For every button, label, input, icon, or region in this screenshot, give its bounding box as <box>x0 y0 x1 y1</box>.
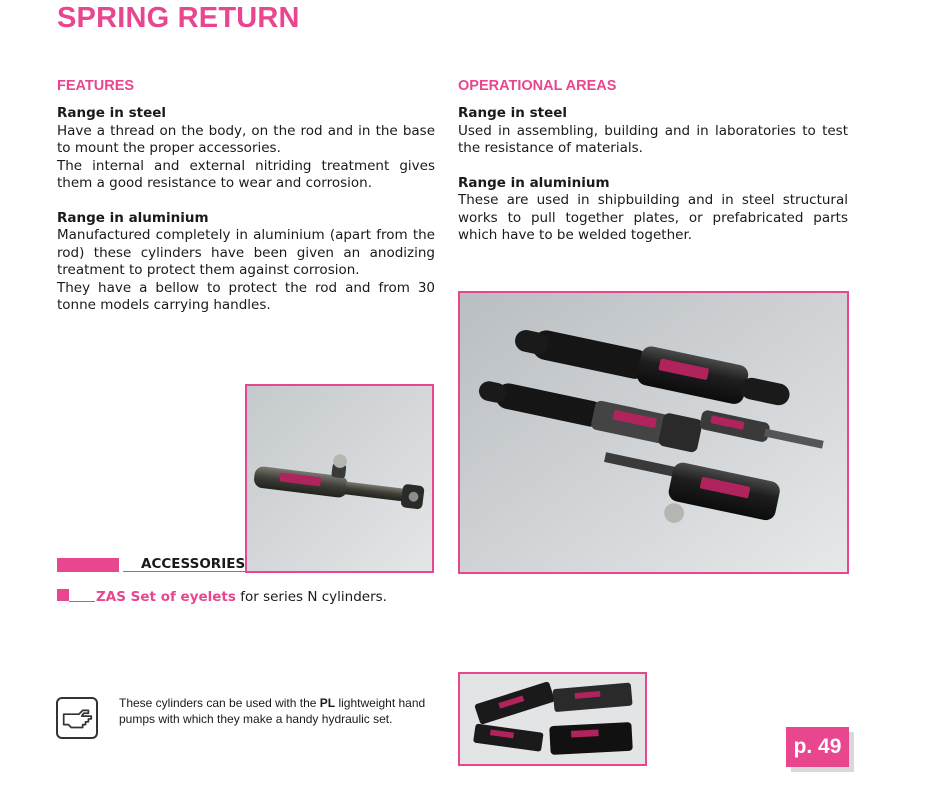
accessory-underline <box>69 601 95 602</box>
features-heading: FEATURES <box>57 78 135 94</box>
operational-steel-title: Range in steel <box>458 105 568 121</box>
features-steel-title: Range in steel <box>57 105 167 121</box>
pointing-hand-icon <box>56 697 98 739</box>
operational-aluminium-title: Range in aluminium <box>458 174 610 191</box>
features-column <box>57 105 435 315</box>
features-aluminium-text-1: Manufactured completely in aluminium (apart from the rod) these cylinders have been given an anodizing treatment to protect them against corrosion. <box>57 227 435 278</box>
operational-aluminium-text: These are used in shipbuilding and in steel structural works to pull together plates, or prefabricated parts which have to be welded together. <box>458 192 848 243</box>
features-steel-text-1: Have a thread on the body, on the rod and in the base to mount the proper accessories. <box>57 122 435 156</box>
features-steel-text-2: The internal and external nitriding treatment gives them a good resistance to wear and corrosion. <box>57 157 435 191</box>
features-aluminium-text-2: They have a bellow to protect the rod and from 30 tonne models carrying handles. <box>57 279 435 313</box>
accessories-bar <box>57 558 123 572</box>
steel-cylinder-photo <box>245 384 434 573</box>
operational-steel-text: Used in assembling, building and in laboratories to test the resistance of materials. <box>458 122 848 156</box>
accessory-item <box>96 589 387 605</box>
pump-note <box>119 695 439 727</box>
page-number: p. 49 <box>786 727 849 767</box>
accessories-heading: ACCESSORIES <box>141 556 246 572</box>
pumps-photo <box>458 672 647 766</box>
operational-heading: OPERATIONAL AREAS <box>458 78 617 94</box>
note-pl-label: PL <box>319 696 336 710</box>
note-text-end: lightweight hand pumps with which they make a handy hydraulic set. <box>119 696 426 726</box>
accessory-description: for series N cylinders. <box>235 589 387 605</box>
accessory-code: ZAS Set of eyelets <box>96 589 236 605</box>
features-aluminium-title: Range in aluminium <box>57 209 209 226</box>
operational-column <box>458 105 848 245</box>
page-title: SPRING RETURN <box>57 2 300 34</box>
accessory-bullet <box>57 589 69 601</box>
aluminium-cylinders-photo <box>458 291 849 574</box>
note-text-start: These cylinders can be used with the <box>119 696 320 710</box>
